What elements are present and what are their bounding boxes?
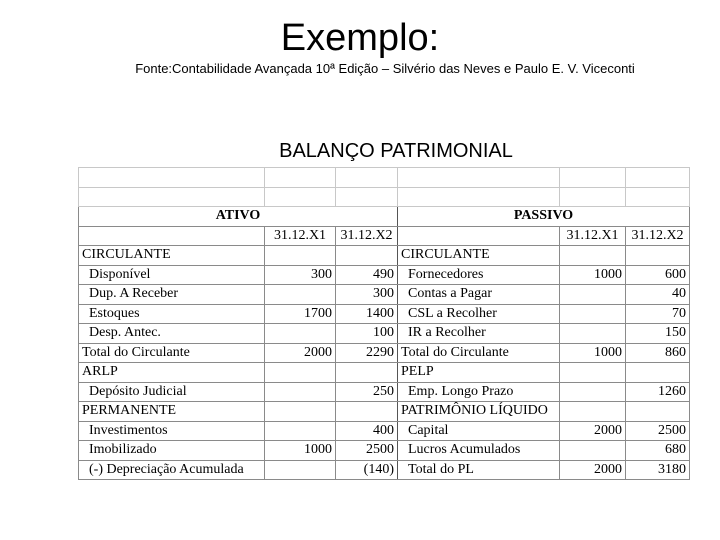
slide-title: Exemplo: bbox=[280, 17, 440, 59]
liability-value-x1 bbox=[560, 246, 626, 266]
liability-value-x1 bbox=[560, 324, 626, 344]
liabilities-header: PASSIVO bbox=[398, 207, 690, 227]
asset-label: PERMANENTE bbox=[79, 402, 265, 422]
blank-row bbox=[79, 168, 690, 188]
assets-header: ATIVO bbox=[79, 207, 398, 227]
liability-label: CSL a Recolher bbox=[398, 304, 560, 324]
liability-value-x1 bbox=[560, 402, 626, 422]
asset-value-x2 bbox=[336, 246, 398, 266]
asset-value-x1: 2000 bbox=[265, 343, 336, 363]
liability-value-x2 bbox=[626, 402, 690, 422]
liability-label: Total do PL bbox=[398, 460, 560, 480]
asset-value-x1 bbox=[265, 246, 336, 266]
liability-value-x2 bbox=[626, 363, 690, 383]
liability-value-x2: 40 bbox=[626, 285, 690, 305]
balance-sheet-row bbox=[79, 343, 690, 363]
liability-value-x2: 2500 bbox=[626, 421, 690, 441]
asset-value-x1: 1000 bbox=[265, 441, 336, 461]
asset-label: Dup. A Receber bbox=[79, 285, 265, 305]
liability-label: Emp. Longo Prazo bbox=[398, 382, 560, 402]
asset-value-x2: 490 bbox=[336, 265, 398, 285]
liability-value-x1: 1000 bbox=[560, 265, 626, 285]
liability-label: CIRCULANTE bbox=[398, 246, 560, 266]
asset-value-x1 bbox=[265, 363, 336, 383]
asset-value-x2: 2290 bbox=[336, 343, 398, 363]
section-header-row bbox=[79, 207, 690, 227]
balance-sheet-row bbox=[79, 246, 690, 266]
liability-value-x1 bbox=[560, 285, 626, 305]
liability-value-x1 bbox=[560, 363, 626, 383]
asset-value-x1 bbox=[265, 460, 336, 480]
asset-label: Depósito Judicial bbox=[79, 382, 265, 402]
asset-value-x2: 2500 bbox=[336, 441, 398, 461]
asset-value-x1: 300 bbox=[265, 265, 336, 285]
liability-label: Total do Circulante bbox=[398, 343, 560, 363]
balance-sheet-row bbox=[79, 285, 690, 305]
asset-label: Imobilizado bbox=[79, 441, 265, 461]
asset-label: Investimentos bbox=[79, 421, 265, 441]
liability-label: Contas a Pagar bbox=[398, 285, 560, 305]
liability-value-x2: 70 bbox=[626, 304, 690, 324]
asset-value-x2: (140) bbox=[336, 460, 398, 480]
asset-value-x1 bbox=[265, 324, 336, 344]
liability-value-x1 bbox=[560, 441, 626, 461]
asset-label: (-) Depreciação Acumulada bbox=[79, 460, 265, 480]
asset-label: Desp. Antec. bbox=[79, 324, 265, 344]
asset-value-x2 bbox=[336, 402, 398, 422]
liability-label: PATRIMÔNIO LÍQUIDO bbox=[398, 402, 560, 422]
liability-label: Lucros Acumulados bbox=[398, 441, 560, 461]
liability-label: Capital bbox=[398, 421, 560, 441]
balance-sheet-row bbox=[79, 421, 690, 441]
asset-value-x1: 1700 bbox=[265, 304, 336, 324]
asset-value-x2: 300 bbox=[336, 285, 398, 305]
asset-value-x1 bbox=[265, 402, 336, 422]
liability-value-x2: 680 bbox=[626, 441, 690, 461]
liability-value-x2: 600 bbox=[626, 265, 690, 285]
asset-value-x2 bbox=[336, 363, 398, 383]
balance-sheet-title: BALANÇO PATRIMONIAL bbox=[279, 140, 513, 162]
liability-value-x1: 2000 bbox=[560, 421, 626, 441]
asset-value-x1 bbox=[265, 285, 336, 305]
liability-value-x1 bbox=[560, 382, 626, 402]
asset-value-x2: 1400 bbox=[336, 304, 398, 324]
source-citation: Fonte:Contabilidade Avançada 10ª Edição – Silvério das Neves e Paulo E. V. Viceconti bbox=[135, 61, 635, 76]
asset-label: ARLP bbox=[79, 363, 265, 383]
liability-value-x1: 1000 bbox=[560, 343, 626, 363]
asset-value-x1 bbox=[265, 382, 336, 402]
balance-sheet-table bbox=[78, 167, 690, 480]
date-header-row bbox=[79, 226, 690, 246]
balance-sheet-row bbox=[79, 402, 690, 422]
balance-sheet-row bbox=[79, 382, 690, 402]
balance-sheet-body bbox=[79, 246, 690, 480]
balance-sheet-row bbox=[79, 441, 690, 461]
liability-value-x2 bbox=[626, 246, 690, 266]
assets-date-x2: 31.12.X2 bbox=[336, 226, 398, 246]
balance-sheet-row bbox=[79, 324, 690, 344]
balance-sheet-row bbox=[79, 460, 690, 480]
liability-value-x1: 2000 bbox=[560, 460, 626, 480]
asset-value-x2: 250 bbox=[336, 382, 398, 402]
liabilities-date-x1: 31.12.X1 bbox=[560, 226, 626, 246]
balance-sheet-row bbox=[79, 265, 690, 285]
liability-label: PELP bbox=[398, 363, 560, 383]
liability-value-x2: 150 bbox=[626, 324, 690, 344]
liability-value-x2: 1260 bbox=[626, 382, 690, 402]
liability-label: Fornecedores bbox=[398, 265, 560, 285]
liabilities-date-x2: 31.12.X2 bbox=[626, 226, 690, 246]
asset-value-x1 bbox=[265, 421, 336, 441]
liability-value-x2: 860 bbox=[626, 343, 690, 363]
balance-sheet-row bbox=[79, 304, 690, 324]
asset-label: CIRCULANTE bbox=[79, 246, 265, 266]
liability-label: IR a Recolher bbox=[398, 324, 560, 344]
assets-date-x1: 31.12.X1 bbox=[265, 226, 336, 246]
asset-value-x2: 100 bbox=[336, 324, 398, 344]
asset-label: Total do Circulante bbox=[79, 343, 265, 363]
blank-row bbox=[79, 187, 690, 207]
asset-label: Estoques bbox=[79, 304, 265, 324]
balance-sheet-row bbox=[79, 363, 690, 383]
asset-label: Disponível bbox=[79, 265, 265, 285]
liability-value-x1 bbox=[560, 304, 626, 324]
asset-value-x2: 400 bbox=[336, 421, 398, 441]
liability-value-x2: 3180 bbox=[626, 460, 690, 480]
